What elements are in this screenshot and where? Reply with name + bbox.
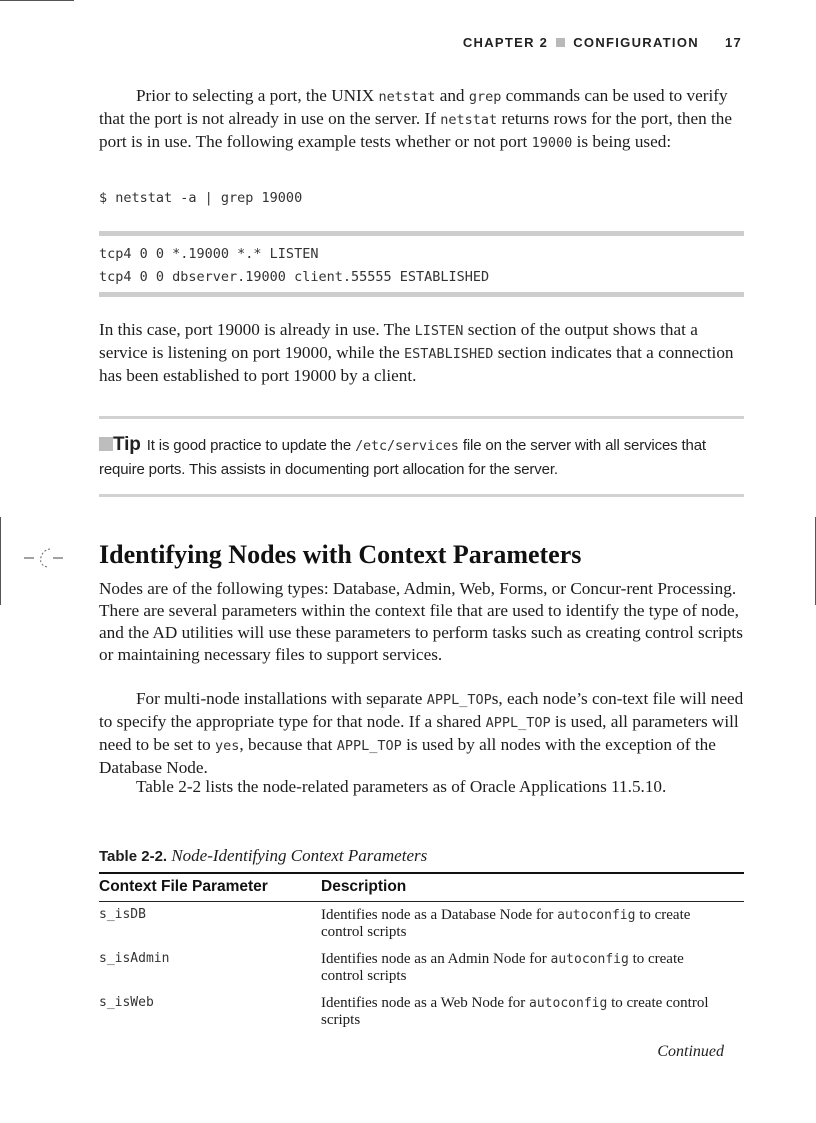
section-label: CONFIGURATION xyxy=(573,35,699,50)
code-top-bar xyxy=(99,231,744,236)
body-paragraph-3: Table 2-2 lists the node-related parameters as of Oracle Applications 11.5.10. xyxy=(136,777,667,796)
section-heading: Identifying Nodes with Context Parameters xyxy=(99,540,582,569)
tip-top-rule xyxy=(99,416,744,419)
body-paragraph-2: For multi-node installations with separate APPL_TOPs, each node’s con-text file will need to specify the appropriate type for that node. If a shared APPL_TOP is used, all parameters will need to be set to yes, because that APPL_TOP is used by all nodes with the exception of the Database Node. xyxy=(99,689,744,777)
page-number: 17 xyxy=(724,35,742,50)
param-name: s_isWeb xyxy=(99,995,154,1010)
body-paragraph-1: Nodes are of the following types: Database, Admin, Web, Forms, or Concur-rent Processing. There are several parameters within the context file that are used to identify the type of node, and the AD utilities will use these parameters to perform tasks such as creating control scripts or maintaining necessary files to support services. xyxy=(99,579,743,664)
intro-paragraph: Prior to selecting a port, the UNIX netstat and grep commands can be used to verify that the port is not already in use on the server. If netstat returns rows for the port, then the port is in use. The following example tests whether or not port 19000 is being used: xyxy=(99,86,733,151)
chapter-label: CHAPTER 2 xyxy=(462,35,549,50)
table-label: Table 2-2. xyxy=(99,848,168,865)
param-description: Identifies node as a Database Node for autoconfig to create control scripts xyxy=(321,907,691,940)
tip-bottom-rule xyxy=(99,494,744,497)
left-margin-rule xyxy=(0,517,1,605)
table-title: Node-Identifying Context Parameters xyxy=(171,846,428,865)
code-output xyxy=(99,243,489,288)
table-header-rule xyxy=(99,901,744,902)
table-header-description: Description xyxy=(321,878,407,895)
square-bullet-icon xyxy=(556,38,565,47)
table-top-rule xyxy=(99,872,744,874)
command-line: $ netstat -a | grep 19000 xyxy=(99,190,303,206)
param-name: s_isDB xyxy=(99,907,146,922)
tip-label: Tip xyxy=(113,434,141,455)
tip-square-icon xyxy=(99,437,113,451)
registration-mark-icon xyxy=(22,546,72,570)
explanation-paragraph: In this case, port 19000 is already in use. The LISTEN section of the output shows that a service is listening on port 19000, while the ESTABLISHED section indicates that a connection has been established to port 19000 by a client. xyxy=(99,320,734,385)
continued-note: Continued xyxy=(657,1043,724,1060)
output-line: tcp4 0 0 *.19000 *.* LISTEN xyxy=(99,246,319,262)
output-line: tcp4 0 0 dbserver.19000 client.55555 ESTABLISHED xyxy=(99,268,490,285)
table-header-parameter: Context File Parameter xyxy=(99,878,268,895)
param-description: Identifies node as a Web Node for autoconfig to create control scripts xyxy=(321,995,709,1028)
running-head xyxy=(463,35,742,50)
top-crop-rule xyxy=(0,0,74,1)
param-name: s_isAdmin xyxy=(99,951,170,966)
code-bottom-bar xyxy=(99,292,744,297)
param-description: Identifies node as an Admin Node for autoconfig to create control scripts xyxy=(321,951,684,984)
table-caption xyxy=(99,846,427,866)
tip-box: Tip It is good practice to update the /etc/services file on the server with all services that require ports. This assists in documenting port allocation for the server. xyxy=(99,434,706,478)
